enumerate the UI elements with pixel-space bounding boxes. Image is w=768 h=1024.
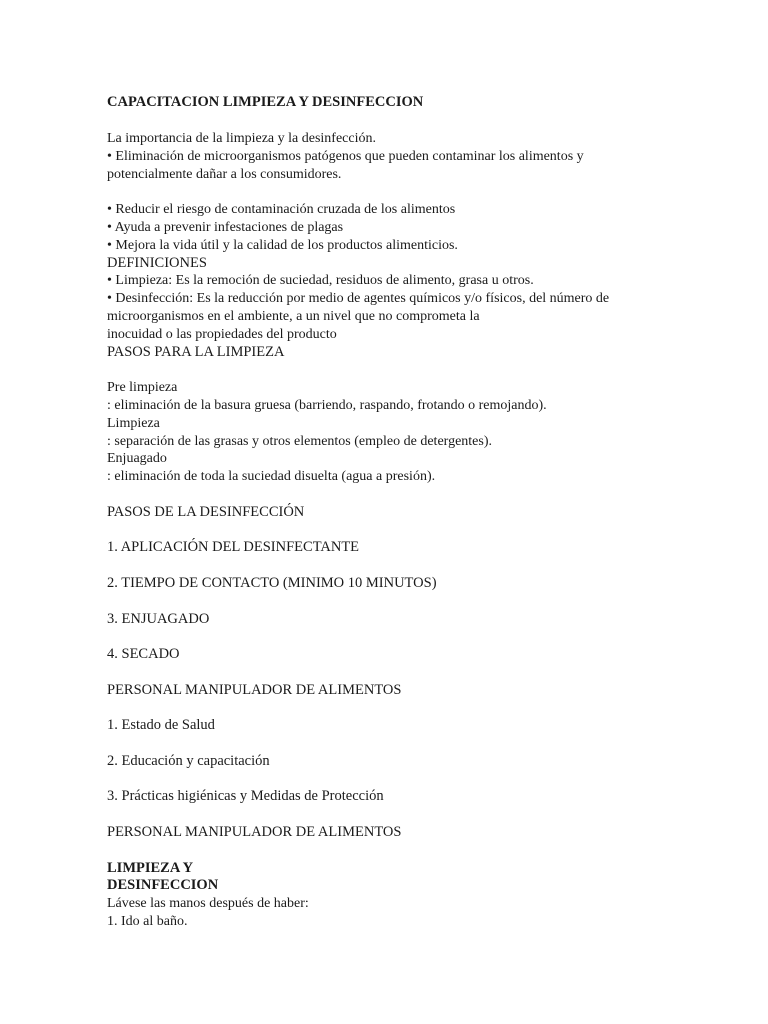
handwash-item-1: 1. Ido al baño.: [107, 914, 188, 930]
definition-desinfeccion-line-2: microorganismos en el ambiente, a un nivel que no comprometa la: [107, 308, 480, 324]
spacer: [107, 700, 728, 718]
disinfection-steps-heading: PASOS DE LA DESINFECCIÓN: [107, 503, 305, 520]
intro-bullet-2: • Reducir el riesgo de contaminación cruzada de los alimentos: [107, 202, 456, 218]
intro-bullet-3: • Ayuda a prevenir infestaciones de plagas: [107, 219, 344, 235]
food-handlers-heading: PERSONAL MANIPULADOR DE ALIMENTOS: [107, 681, 402, 698]
handwash-title-line-1: LIMPIEZA Y: [107, 859, 194, 876]
cleaning-step-1-name: Pre limpieza: [107, 380, 178, 396]
cleaning-step-1-desc: : eliminación de la basura gruesa (barriendo, raspando, frotando o remojando).: [107, 397, 547, 413]
disinfection-step-3: 3. ENJUAGADO: [107, 610, 210, 627]
cleaning-step-3-desc: : eliminación de toda la suciedad disuelta (agua a presión).: [107, 469, 436, 485]
intro-bullet-1-line-1: • Eliminación de microorganismos patógenos que pueden contaminar los alimentos y: [107, 148, 584, 164]
cleaning-step-2-name: Limpieza: [107, 415, 160, 431]
cleaning-step-2-desc: : separación de las grasas y otros elementos (empleo de detergentes).: [107, 433, 492, 449]
handwash-lead: Lávese las manos después de haber:: [107, 896, 309, 912]
spacer: [107, 557, 728, 575]
cleaning-steps-heading: PASOS PARA LA LIMPIEZA: [107, 343, 285, 360]
cleaning-step-3-name: Enjuagado: [107, 451, 167, 467]
spacer: [107, 486, 728, 504]
document-title: CAPACITACION LIMPIEZA Y DESINFECCION: [107, 94, 424, 110]
disinfection-step-1: 1. APLICACIÓN DEL DESINFECTANTE: [107, 539, 360, 556]
definition-limpieza: • Limpieza: Es la remoción de suciedad, residuos de alimento, grasa u otros.: [107, 273, 534, 289]
spacer: [107, 183, 728, 201]
definitions-heading: DEFINICIONES: [107, 254, 207, 271]
intro-bullet-4: • Mejora la vida útil y la calidad de los productos alimenticios.: [107, 237, 458, 253]
definition-desinfeccion-line-1: • Desinfección: Es la reducción por medio de agentes químicos y/o físicos, del número de: [107, 291, 610, 307]
spacer: [107, 842, 728, 860]
intro-lead: La importancia de la limpieza y la desinfección.: [107, 131, 376, 146]
handwash-title-line-2: DESINFECCION: [107, 877, 219, 894]
spacer: [107, 735, 728, 753]
spacer: [107, 593, 728, 611]
disinfection-step-4: 4. SECADO: [107, 646, 180, 663]
spacer: [107, 628, 728, 646]
disinfection-step-2: 2. TIEMPO DE CONTACTO (MINIMO 10 MINUTOS): [107, 574, 437, 591]
food-handlers-item-1: 1. Estado de Salud: [107, 717, 215, 734]
spacer: [107, 806, 728, 824]
intro-bullet-1-line-2: potencialmente dañar a los consumidores.: [107, 166, 342, 182]
food-handlers-item-2: 2. Educación y capacitación: [107, 752, 270, 769]
spacer: [107, 522, 728, 540]
food-handlers-heading-repeat: PERSONAL MANIPULADOR DE ALIMENTOS: [107, 824, 402, 841]
spacer: [107, 664, 728, 682]
spacer: [107, 771, 728, 789]
definition-desinfeccion-line-3: inocuidad o las propiedades del producto: [107, 326, 337, 342]
spacer: [107, 112, 728, 130]
spacer: [107, 361, 728, 379]
food-handlers-item-3: 3. Prácticas higiénicas y Medidas de Protección: [107, 788, 384, 805]
